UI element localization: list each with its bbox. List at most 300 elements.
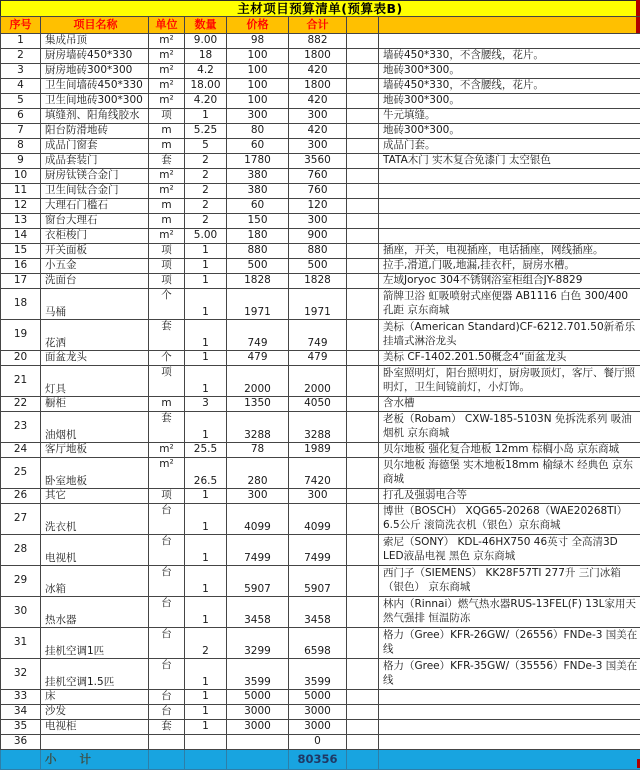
- cell-seq: 19: [1, 320, 41, 351]
- cell-item-name: 填缝剂、阳角线胶水: [41, 109, 149, 124]
- cell-quantity: 1: [185, 320, 227, 351]
- cell-remark: 博世（BOSCH） XQG65-20268（WAE20268TI） 6.5公斤 滚筒洗衣机（银色）京东商城: [379, 504, 640, 535]
- cell-total: 4099: [289, 504, 347, 535]
- cell-total: 479: [289, 351, 347, 366]
- cell-seq: 32: [1, 659, 41, 690]
- cell-quantity: 2: [185, 169, 227, 184]
- cell-price: 98: [227, 34, 289, 49]
- cell-item-name: 热水器: [41, 597, 149, 628]
- cell-item-name: 小五金: [41, 259, 149, 274]
- cell-remark: 牛元填缝。: [379, 109, 640, 124]
- cell-unit: 项: [149, 109, 185, 124]
- table-row: [1, 109, 640, 124]
- cell-price: 500: [227, 259, 289, 274]
- cell-remark: 格力（Gree）KFR-26GW/（26556）FNDe-3 国美在线: [379, 628, 640, 659]
- cell-gap: [347, 274, 379, 289]
- cell-remark: 含水槽: [379, 397, 640, 412]
- table-row: [1, 244, 640, 259]
- cell-remark: 美标 CF-1402.201.50概念4“面盆龙头: [379, 351, 640, 366]
- cell-seq: 23: [1, 412, 41, 443]
- cell-total: 5907: [289, 566, 347, 597]
- cell-total: 420: [289, 94, 347, 109]
- cell-quantity: 5: [185, 139, 227, 154]
- cell-unit: m²: [149, 49, 185, 64]
- cell-total: 3458: [289, 597, 347, 628]
- cell-price: 7499: [227, 535, 289, 566]
- cell-price: 3000: [227, 720, 289, 735]
- cell-quantity: 1: [185, 244, 227, 259]
- cell-seq: 30: [1, 597, 41, 628]
- cell-remark: 墙砖450*330，不含腰线，花片。: [379, 49, 640, 64]
- cell-seq: 34: [1, 705, 41, 720]
- cell-gap: [347, 199, 379, 214]
- cell-unit: 台: [149, 690, 185, 705]
- subtotal-row: [1, 750, 640, 770]
- cell-unit: 项: [149, 244, 185, 259]
- cell-item-name: 橱柜: [41, 397, 149, 412]
- cell-total: 2000: [289, 366, 347, 397]
- cell-price: 880: [227, 244, 289, 259]
- subtotal-empty-unit: [149, 750, 185, 770]
- cell-item-name: 衣柜梭门: [41, 229, 149, 244]
- cell-total: 3288: [289, 412, 347, 443]
- cell-remark: 地砖300*300。: [379, 64, 640, 79]
- cell-total: 300: [289, 109, 347, 124]
- cell-item-name: 灯具: [41, 366, 149, 397]
- col-header-unit: 单位: [149, 17, 185, 34]
- cell-remark: 打孔及强弱电合等: [379, 489, 640, 504]
- cell-unit: m²: [149, 443, 185, 458]
- cell-item-name: 电视柜: [41, 720, 149, 735]
- cell-price: 60: [227, 199, 289, 214]
- cell-price: 300: [227, 109, 289, 124]
- table-row: [1, 184, 640, 199]
- red-edge-mark-header: [636, 17, 640, 33]
- cell-remark: 插座，开关，电视插座，电话插座，网线插座。: [379, 244, 640, 259]
- cell-price: 3288: [227, 412, 289, 443]
- cell-unit: m²: [149, 169, 185, 184]
- cell-quantity: 4.20: [185, 94, 227, 109]
- cell-quantity: 2: [185, 628, 227, 659]
- cell-seq: 10: [1, 169, 41, 184]
- cell-price: 100: [227, 94, 289, 109]
- cell-seq: 12: [1, 199, 41, 214]
- cell-item-name: 厨房地砖300*300: [41, 64, 149, 79]
- table-row: [1, 566, 640, 597]
- cell-quantity: 4.2: [185, 64, 227, 79]
- cell-gap: [347, 489, 379, 504]
- subtotal-value: 80356: [289, 750, 347, 770]
- cell-item-name: 卫生间钛合金门: [41, 184, 149, 199]
- subtotal-empty-qty: [185, 750, 227, 770]
- sheet-title: 主材项目预算清单(预算表B): [0, 0, 640, 17]
- cell-seq: 2: [1, 49, 41, 64]
- cell-price: 479: [227, 351, 289, 366]
- cell-unit: m: [149, 139, 185, 154]
- cell-total: 7420: [289, 458, 347, 489]
- cell-unit: 台: [149, 566, 185, 597]
- table-row: [1, 124, 640, 139]
- cell-quantity: 1: [185, 366, 227, 397]
- cell-price: 280: [227, 458, 289, 489]
- cell-item-name: 油烟机: [41, 412, 149, 443]
- table-row: [1, 214, 640, 229]
- cell-gap: [347, 458, 379, 489]
- cell-gap: [347, 229, 379, 244]
- cell-quantity: [185, 735, 227, 750]
- cell-total: 1800: [289, 79, 347, 94]
- cell-gap: [347, 690, 379, 705]
- cell-unit: 套: [149, 720, 185, 735]
- col-header-gap: [347, 17, 379, 34]
- table-row: [1, 79, 640, 94]
- cell-total: 760: [289, 169, 347, 184]
- cell-item-name: [41, 735, 149, 750]
- cell-price: 100: [227, 79, 289, 94]
- cell-gap: [347, 504, 379, 535]
- cell-unit: m²: [149, 34, 185, 49]
- cell-quantity: 2: [185, 184, 227, 199]
- cell-unit: 台: [149, 504, 185, 535]
- subtotal-empty-price: [227, 750, 289, 770]
- subtotal-empty-seq: [1, 750, 41, 770]
- table-row: [1, 229, 640, 244]
- col-header-seq: 序号: [1, 17, 41, 34]
- cell-unit: 项: [149, 366, 185, 397]
- cell-seq: 1: [1, 34, 41, 49]
- cell-unit: m²: [149, 79, 185, 94]
- cell-price: 1780: [227, 154, 289, 169]
- cell-gap: [347, 366, 379, 397]
- cell-quantity: 18: [185, 49, 227, 64]
- cell-price: 4099: [227, 504, 289, 535]
- cell-gap: [347, 34, 379, 49]
- cell-item-name: 集成吊顶: [41, 34, 149, 49]
- cell-quantity: 2: [185, 154, 227, 169]
- cell-total: 749: [289, 320, 347, 351]
- cell-item-name: 阳台防滑地砖: [41, 124, 149, 139]
- cell-seq: 20: [1, 351, 41, 366]
- cell-price: 180: [227, 229, 289, 244]
- cell-remark: 卧室照明灯，阳台照明灯，厨房吸顶灯，客厅、餐厅照明灯，卫生间镜前灯，小灯饰。: [379, 366, 640, 397]
- cell-remark: [379, 735, 640, 750]
- cell-unit: 台: [149, 628, 185, 659]
- cell-gap: [347, 720, 379, 735]
- cell-gap: [347, 320, 379, 351]
- cell-item-name: 沙发: [41, 705, 149, 720]
- cell-item-name: 其它: [41, 489, 149, 504]
- cell-gap: [347, 597, 379, 628]
- col-header-remark: [379, 17, 640, 34]
- cell-quantity: 1: [185, 597, 227, 628]
- cell-price: 2000: [227, 366, 289, 397]
- cell-gap: [347, 154, 379, 169]
- cell-seq: 25: [1, 458, 41, 489]
- cell-remark: [379, 34, 640, 49]
- cell-seq: 15: [1, 244, 41, 259]
- cell-item-name: 洗衣机: [41, 504, 149, 535]
- cell-item-name: 成品套装门: [41, 154, 149, 169]
- table-row: [1, 489, 640, 504]
- table-row: [1, 49, 640, 64]
- cell-gap: [347, 289, 379, 320]
- table-row: [1, 169, 640, 184]
- cell-seq: 28: [1, 535, 41, 566]
- table-row: [1, 94, 640, 109]
- subtotal-empty-gap: [347, 750, 379, 770]
- cell-total: 300: [289, 214, 347, 229]
- cell-total: 1989: [289, 443, 347, 458]
- table-row: [1, 535, 640, 566]
- cell-price: 3599: [227, 659, 289, 690]
- cell-item-name: 床: [41, 690, 149, 705]
- table-row: [1, 397, 640, 412]
- cell-price: 80: [227, 124, 289, 139]
- cell-quantity: 1: [185, 705, 227, 720]
- cell-price: 749: [227, 320, 289, 351]
- cell-unit: 台: [149, 597, 185, 628]
- cell-total: 900: [289, 229, 347, 244]
- cell-seq: 17: [1, 274, 41, 289]
- cell-item-name: 窗台大理石: [41, 214, 149, 229]
- cell-remark: 贝尔地板 强化复合地板 12mm 棕榈小岛 京东商城: [379, 443, 640, 458]
- cell-price: 150: [227, 214, 289, 229]
- cell-quantity: 1: [185, 274, 227, 289]
- cell-remark: [379, 229, 640, 244]
- cell-item-name: 卫生间墙砖450*330: [41, 79, 149, 94]
- cell-unit: m: [149, 199, 185, 214]
- cell-gap: [347, 64, 379, 79]
- cell-seq: 29: [1, 566, 41, 597]
- cell-gap: [347, 659, 379, 690]
- cell-gap: [347, 628, 379, 659]
- cell-gap: [347, 124, 379, 139]
- cell-quantity: 1: [185, 690, 227, 705]
- cell-unit: [149, 735, 185, 750]
- table-body: [1, 34, 640, 750]
- table-row: [1, 628, 640, 659]
- cell-quantity: 5.25: [185, 124, 227, 139]
- cell-item-name: 花洒: [41, 320, 149, 351]
- cell-seq: 14: [1, 229, 41, 244]
- cell-total: 1828: [289, 274, 347, 289]
- cell-gap: [347, 735, 379, 750]
- cell-unit: m²: [149, 184, 185, 199]
- table-row: [1, 690, 640, 705]
- cell-quantity: 1: [185, 289, 227, 320]
- cell-remark: [379, 214, 640, 229]
- cell-price: 78: [227, 443, 289, 458]
- col-header-price: 价格: [227, 17, 289, 34]
- col-header-total: 合计: [289, 17, 347, 34]
- cell-seq: 31: [1, 628, 41, 659]
- cell-quantity: 18.00: [185, 79, 227, 94]
- cell-item-name: 卫生间地砖300*300: [41, 94, 149, 109]
- cell-gap: [347, 566, 379, 597]
- cell-seq: 13: [1, 214, 41, 229]
- table-row: [1, 289, 640, 320]
- table-row: [1, 504, 640, 535]
- cell-quantity: 1: [185, 504, 227, 535]
- cell-total: 6598: [289, 628, 347, 659]
- cell-gap: [347, 94, 379, 109]
- cell-seq: 5: [1, 94, 41, 109]
- cell-remark: 林内（Rinnai）燃气热水器RUS-13FEL(F) 13L家用天然气强排 恒温防冻: [379, 597, 640, 628]
- cell-total: 3599: [289, 659, 347, 690]
- cell-remark: [379, 690, 640, 705]
- cell-price: [227, 735, 289, 750]
- cell-gap: [347, 184, 379, 199]
- cell-remark: [379, 199, 640, 214]
- cell-gap: [347, 109, 379, 124]
- cell-unit: m²: [149, 458, 185, 489]
- cell-unit: 套: [149, 154, 185, 169]
- cell-gap: [347, 244, 379, 259]
- cell-remark: 左域Joryoc 304不锈钢浴室柜组合JY-8829: [379, 274, 640, 289]
- cell-gap: [347, 412, 379, 443]
- cell-seq: 9: [1, 154, 41, 169]
- table-row: [1, 320, 640, 351]
- cell-seq: 6: [1, 109, 41, 124]
- cell-quantity: 5.00: [185, 229, 227, 244]
- cell-total: 420: [289, 124, 347, 139]
- cell-item-name: 厨房钛镁合金门: [41, 169, 149, 184]
- cell-seq: 36: [1, 735, 41, 750]
- cell-total: 3000: [289, 720, 347, 735]
- cell-total: 300: [289, 139, 347, 154]
- cell-price: 1350: [227, 397, 289, 412]
- col-header-item: 项目名称: [41, 17, 149, 34]
- cell-item-name: 面盆龙头: [41, 351, 149, 366]
- cell-gap: [347, 169, 379, 184]
- col-header-quantity: 数量: [185, 17, 227, 34]
- cell-unit: 套: [149, 320, 185, 351]
- cell-total: 880: [289, 244, 347, 259]
- cell-quantity: 2: [185, 214, 227, 229]
- cell-item-name: 洗面台: [41, 274, 149, 289]
- cell-total: 882: [289, 34, 347, 49]
- cell-remark: [379, 705, 640, 720]
- cell-total: 3560: [289, 154, 347, 169]
- cell-item-name: 开关面板: [41, 244, 149, 259]
- cell-price: 380: [227, 184, 289, 199]
- cell-price: 300: [227, 489, 289, 504]
- cell-seq: 24: [1, 443, 41, 458]
- cell-unit: 项: [149, 259, 185, 274]
- cell-price: 3299: [227, 628, 289, 659]
- cell-seq: 7: [1, 124, 41, 139]
- cell-seq: 11: [1, 184, 41, 199]
- cell-gap: [347, 397, 379, 412]
- cell-item-name: 卧室地板: [41, 458, 149, 489]
- cell-total: 5000: [289, 690, 347, 705]
- cell-total: 1971: [289, 289, 347, 320]
- cell-remark: TATA木门 实木复合免漆门 太空银色: [379, 154, 640, 169]
- cell-item-name: 挂机空调1匹: [41, 628, 149, 659]
- cell-seq: 18: [1, 289, 41, 320]
- table-row: [1, 34, 640, 49]
- cell-quantity: 2: [185, 199, 227, 214]
- table-row: [1, 659, 640, 690]
- cell-quantity: 9.00: [185, 34, 227, 49]
- cell-unit: 台: [149, 705, 185, 720]
- table-row: [1, 199, 640, 214]
- cell-total: 1800: [289, 49, 347, 64]
- cell-unit: m: [149, 124, 185, 139]
- cell-remark: 地砖300*300。: [379, 124, 640, 139]
- cell-seq: 16: [1, 259, 41, 274]
- cell-item-name: 成品门窗套: [41, 139, 149, 154]
- budget-table: [0, 16, 640, 770]
- cell-total: 7499: [289, 535, 347, 566]
- cell-item-name: 电视机: [41, 535, 149, 566]
- table-row: [1, 259, 640, 274]
- red-edge-mark-title: [636, 0, 640, 16]
- cell-total: 0: [289, 735, 347, 750]
- subtotal-empty-remark: [379, 750, 640, 770]
- table-row: [1, 443, 640, 458]
- cell-unit: m²: [149, 64, 185, 79]
- cell-price: 3000: [227, 705, 289, 720]
- cell-quantity: 3: [185, 397, 227, 412]
- cell-unit: 套: [149, 412, 185, 443]
- cell-quantity: 1: [185, 659, 227, 690]
- cell-seq: 33: [1, 690, 41, 705]
- cell-unit: 项: [149, 274, 185, 289]
- cell-remark: [379, 720, 640, 735]
- cell-total: 420: [289, 64, 347, 79]
- cell-seq: 35: [1, 720, 41, 735]
- cell-item-name: 挂机空调1.5匹: [41, 659, 149, 690]
- table-row: [1, 139, 640, 154]
- cell-remark: 美标（American Standard)CF-6212.701.50新希乐挂墙式淋浴龙头: [379, 320, 640, 351]
- cell-gap: [347, 535, 379, 566]
- cell-total: 4050: [289, 397, 347, 412]
- cell-price: 5907: [227, 566, 289, 597]
- cell-remark: 索尼（SONY） KDL-46HX750 46英寸 全高清3D LED液晶电视 黑色 京东商城: [379, 535, 640, 566]
- cell-unit: m²: [149, 94, 185, 109]
- table-row: [1, 705, 640, 720]
- table-row: [1, 720, 640, 735]
- table-row: [1, 64, 640, 79]
- cell-item-name: 大理石门槛石: [41, 199, 149, 214]
- table-row: [1, 274, 640, 289]
- cell-seq: 26: [1, 489, 41, 504]
- cell-gap: [347, 443, 379, 458]
- cell-quantity: 1: [185, 351, 227, 366]
- cell-quantity: 26.5: [185, 458, 227, 489]
- cell-price: 1971: [227, 289, 289, 320]
- cell-unit: m: [149, 214, 185, 229]
- cell-total: 300: [289, 489, 347, 504]
- cell-quantity: 1: [185, 535, 227, 566]
- cell-price: 380: [227, 169, 289, 184]
- cell-quantity: 1: [185, 489, 227, 504]
- table-row: [1, 458, 640, 489]
- cell-quantity: 1: [185, 566, 227, 597]
- cell-unit: 台: [149, 535, 185, 566]
- cell-gap: [347, 49, 379, 64]
- cell-seq: 27: [1, 504, 41, 535]
- subtotal-label: 小 计: [41, 750, 149, 770]
- cell-unit: 项: [149, 489, 185, 504]
- cell-item-name: 马桶: [41, 289, 149, 320]
- table-row: [1, 735, 640, 750]
- table-row: [1, 366, 640, 397]
- cell-remark: 贝尔地板 海德堡 实木地板18mm 榆绿木 经典色 京东商城: [379, 458, 640, 489]
- cell-total: 500: [289, 259, 347, 274]
- cell-gap: [347, 705, 379, 720]
